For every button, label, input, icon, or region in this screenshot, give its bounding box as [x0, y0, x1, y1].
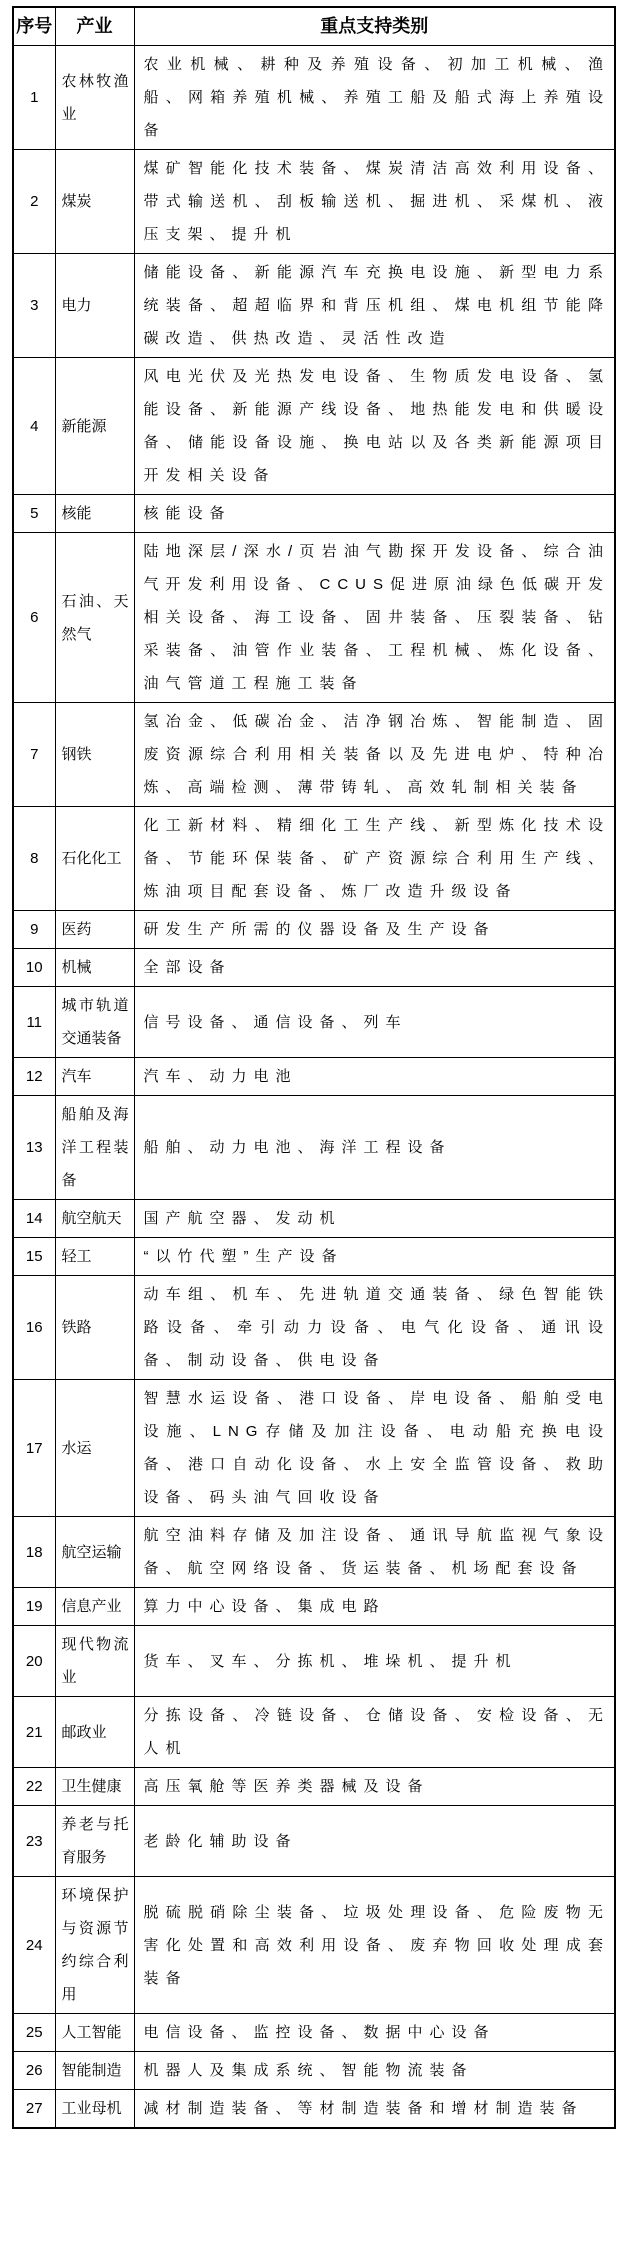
row-number-cell: 18 — [13, 1517, 55, 1588]
industry-cell: 铁路 — [55, 1276, 134, 1380]
categories-cell: 老龄化辅助设备 — [134, 1806, 615, 1877]
row-number-cell: 16 — [13, 1276, 55, 1380]
table-row — [13, 2052, 615, 2090]
industry-cell: 钢铁 — [55, 703, 134, 807]
industry-cell: 智能制造 — [55, 2052, 134, 2090]
row-number-cell: 27 — [13, 2090, 55, 2129]
industry-cell: 人工智能 — [55, 2014, 134, 2052]
industry-cell: 航空运输 — [55, 1517, 134, 1588]
row-number-cell: 1 — [13, 46, 55, 150]
row-number-cell: 19 — [13, 1588, 55, 1626]
row-number-cell: 23 — [13, 1806, 55, 1877]
industry-cell: 石化化工 — [55, 807, 134, 911]
table-row — [13, 533, 615, 703]
table-row — [13, 1877, 615, 2014]
industry-cell: 工业母机 — [55, 2090, 134, 2129]
table-row — [13, 2090, 615, 2129]
industry-cell: 船舶及海洋工程装备 — [55, 1096, 134, 1200]
column-header-categories: 重点支持类别 — [134, 7, 615, 46]
categories-cell: 氢冶金、低碳冶金、洁净钢冶炼、智能制造、固废资源综合利用相关装备以及先进电炉、特种冶炼、高端检测、薄带铸轧、高效轧制相关装备 — [134, 703, 615, 807]
industry-cell: 城市轨道交通装备 — [55, 987, 134, 1058]
industry-cell: 机械 — [55, 949, 134, 987]
column-header-number: 序号 — [13, 7, 55, 46]
industry-cell: 航空航天 — [55, 1200, 134, 1238]
table-row — [13, 1380, 615, 1517]
table-row — [13, 1768, 615, 1806]
categories-cell: 脱硫脱硝除尘装备、垃圾处理设备、危险废物无害化处置和高效利用设备、废弃物回收处理成套装备 — [134, 1877, 615, 2014]
categories-cell: 全部设备 — [134, 949, 615, 987]
categories-cell: 算力中心设备、集成电路 — [134, 1588, 615, 1626]
categories-cell: 煤矿智能化技术装备、煤炭清洁高效利用设备、带式输送机、刮板输送机、掘进机、采煤机、液压支架、提升机 — [134, 150, 615, 254]
row-number-cell: 26 — [13, 2052, 55, 2090]
table-row — [13, 1200, 615, 1238]
row-number-cell: 17 — [13, 1380, 55, 1517]
table-body — [13, 46, 615, 2129]
categories-cell: 高压氧舱等医养类器械及设备 — [134, 1768, 615, 1806]
industry-cell: 养老与托育服务 — [55, 1806, 134, 1877]
categories-cell: 风电光伏及光热发电设备、生物质发电设备、氢能设备、新能源产线设备、地热能发电和供暖设备、储能设备设施、换电站以及各类新能源项目开发相关设备 — [134, 358, 615, 495]
table-row — [13, 1276, 615, 1380]
categories-cell: 国产航空器、发动机 — [134, 1200, 615, 1238]
column-header-industry: 产业 — [55, 7, 134, 46]
row-number-cell: 8 — [13, 807, 55, 911]
categories-cell: 机器人及集成系统、智能物流装备 — [134, 2052, 615, 2090]
row-number-cell: 25 — [13, 2014, 55, 2052]
industry-cell: 电力 — [55, 254, 134, 358]
categories-cell: 研发生产所需的仪器设备及生产设备 — [134, 911, 615, 949]
row-number-cell: 3 — [13, 254, 55, 358]
table-row — [13, 358, 615, 495]
table-row — [13, 254, 615, 358]
table-row — [13, 807, 615, 911]
row-number-cell: 11 — [13, 987, 55, 1058]
categories-cell: 储能设备、新能源汽车充换电设施、新型电力系统装备、超超临界和背压机组、煤电机组节能降碳改造、供热改造、灵活性改造 — [134, 254, 615, 358]
categories-cell: 农业机械、耕种及养殖设备、初加工机械、渔船、网箱养殖机械、养殖工船及船式海上养殖设备 — [134, 46, 615, 150]
table-row — [13, 46, 615, 150]
row-number-cell: 2 — [13, 150, 55, 254]
categories-cell: 货车、叉车、分拣机、堆垛机、提升机 — [134, 1626, 615, 1697]
industry-cell: 卫生健康 — [55, 1768, 134, 1806]
table-row — [13, 987, 615, 1058]
row-number-cell: 20 — [13, 1626, 55, 1697]
industry-cell: 煤炭 — [55, 150, 134, 254]
industry-cell: 医药 — [55, 911, 134, 949]
row-number-cell: 24 — [13, 1877, 55, 2014]
table-row — [13, 1058, 615, 1096]
table-row — [13, 1806, 615, 1877]
table-row — [13, 1238, 615, 1276]
categories-cell: 核能设备 — [134, 495, 615, 533]
categories-cell: 减材制造装备、等材制造装备和增材制造装备 — [134, 2090, 615, 2129]
industry-cell: 石油、天然气 — [55, 533, 134, 703]
industry-cell: 信息产业 — [55, 1588, 134, 1626]
categories-cell: 分拣设备、冷链设备、仓储设备、安检设备、无人机 — [134, 1697, 615, 1768]
industry-cell: 轻工 — [55, 1238, 134, 1276]
industry-cell: 环境保护与资源节约综合利用 — [55, 1877, 134, 2014]
table-row — [13, 1517, 615, 1588]
row-number-cell: 4 — [13, 358, 55, 495]
table-row — [13, 1626, 615, 1697]
categories-cell: 航空油料存储及加注设备、通讯导航监视气象设备、航空网络设备、货运装备、机场配套设备 — [134, 1517, 615, 1588]
categories-cell: 电信设备、监控设备、数据中心设备 — [134, 2014, 615, 2052]
row-number-cell: 15 — [13, 1238, 55, 1276]
table-row — [13, 1096, 615, 1200]
row-number-cell: 9 — [13, 911, 55, 949]
categories-cell: 信号设备、通信设备、列车 — [134, 987, 615, 1058]
row-number-cell: 7 — [13, 703, 55, 807]
industry-cell: 水运 — [55, 1380, 134, 1517]
row-number-cell: 10 — [13, 949, 55, 987]
table-row — [13, 703, 615, 807]
table-row — [13, 150, 615, 254]
categories-cell: 化工新材料、精细化工生产线、新型炼化技术设备、节能环保装备、矿产资源综合利用生产线、炼油项目配套设备、炼厂改造升级设备 — [134, 807, 615, 911]
row-number-cell: 21 — [13, 1697, 55, 1768]
categories-cell: 动车组、机车、先进轨道交通装备、绿色智能铁路设备、牵引动力设备、电气化设备、通讯设备、制动设备、供电设备 — [134, 1276, 615, 1380]
categories-cell: 陆地深层/深水/页岩油气勘探开发设备、综合油气开发利用设备、CCUS促进原油绿色低碳开发相关设备、海工设备、固井装备、压裂装备、钻采装备、油管作业装备、工程机械、炼化设备、油气管道工程施工装备 — [134, 533, 615, 703]
industry-cell: 汽车 — [55, 1058, 134, 1096]
row-number-cell: 6 — [13, 533, 55, 703]
industry-cell: 邮政业 — [55, 1697, 134, 1768]
table-row — [13, 1588, 615, 1626]
row-number-cell: 22 — [13, 1768, 55, 1806]
industry-cell: 新能源 — [55, 358, 134, 495]
table-row — [13, 495, 615, 533]
table-row — [13, 2014, 615, 2052]
categories-cell: 智慧水运设备、港口设备、岸电设备、船舶受电设施、LNG存储及加注设备、电动船充换电设备、港口自动化设备、水上安全监管设备、救助设备、码头油气回收设备 — [134, 1380, 615, 1517]
table-row — [13, 911, 615, 949]
row-number-cell: 13 — [13, 1096, 55, 1200]
table-row — [13, 1697, 615, 1768]
industry-cell: 现代物流业 — [55, 1626, 134, 1697]
categories-cell: 汽车、动力电池 — [134, 1058, 615, 1096]
table-row — [13, 949, 615, 987]
row-number-cell: 5 — [13, 495, 55, 533]
row-number-cell: 12 — [13, 1058, 55, 1096]
categories-cell: 船舶、动力电池、海洋工程设备 — [134, 1096, 615, 1200]
industry-cell: 核能 — [55, 495, 134, 533]
industry-support-table — [12, 6, 616, 2129]
row-number-cell: 14 — [13, 1200, 55, 1238]
header-row — [13, 7, 615, 46]
industry-cell: 农林牧渔业 — [55, 46, 134, 150]
categories-cell: “以竹代塑”生产设备 — [134, 1238, 615, 1276]
